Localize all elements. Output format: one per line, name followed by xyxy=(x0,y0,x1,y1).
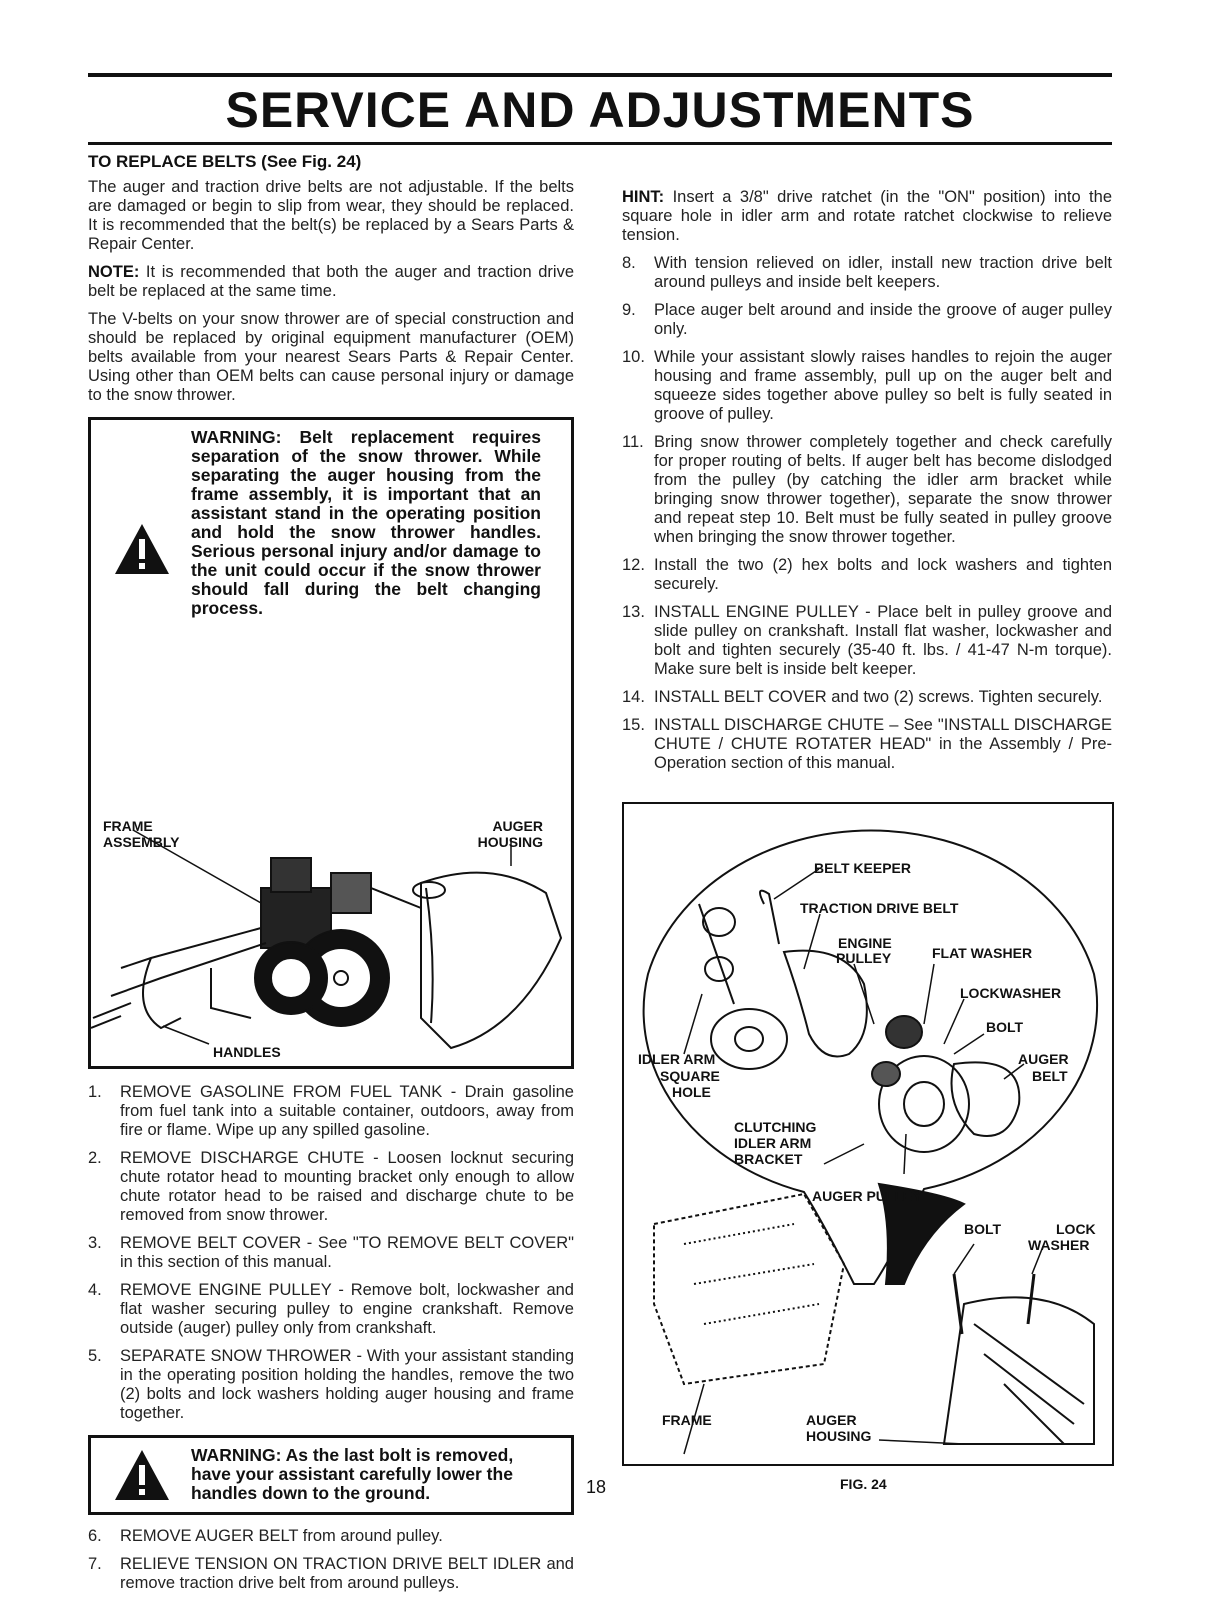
label-traction-drive-belt: TRACTION DRIVE BELT xyxy=(800,900,959,916)
label-assembly: ASSEMBLY xyxy=(103,834,180,850)
warning-triangle-icon xyxy=(113,1448,171,1502)
note-label: NOTE: xyxy=(88,263,140,281)
list-item: 3. REMOVE BELT COVER - See "TO REMOVE BELT COVER" in this section of this manual. xyxy=(88,1234,574,1271)
list-item: 14. INSTALL BELT COVER and two (2) screws. Tighten securely. xyxy=(622,688,1103,706)
steps-list-2 xyxy=(88,1527,574,1593)
warning-triangle-icon xyxy=(113,522,171,576)
list-item: 1. REMOVE GASOLINE FROM FUEL TANK - Drain gasoline from fuel tank into a suitable container, outdoors, away from fire or flame. Wipe up any spilled gasoline. xyxy=(88,1083,574,1139)
oem-paragraph: The V-belts on your snow thrower are of special construction and should be replaced by original equipment manufacturer (OEM) belts available from your nearest Sears Parts & Repair Center. Using other than OEM belts can cause personal injury or damage to the snow thrower. xyxy=(88,310,574,404)
left-column xyxy=(88,152,574,1602)
label-bolt-2: BOLT xyxy=(964,1221,1002,1237)
label-housing: HOUSING xyxy=(477,834,543,850)
label-auger: AUGER xyxy=(492,818,543,834)
warning-text: WARNING: As the last bolt is removed, have your assistant carefully lower the handles down to the ground. xyxy=(191,1445,514,1503)
list-item: 5. SEPARATE SNOW THROWER - With your assistant standing in the operating position holding the handles, remove the two (2) bolts and lock washers holding auger housing and frame together. xyxy=(88,1347,574,1422)
label-washer: WASHER xyxy=(1028,1237,1090,1253)
label-engine: ENGINE xyxy=(838,935,892,951)
list-item: 6. REMOVE AUGER BELT from around pulley. xyxy=(88,1527,443,1545)
warning-text: WARNING: Belt replacement requires separation of the snow thrower. While separating the auger housing from the frame assembly, it is important that an assistant stand in the operating position and hold the snow thrower handles. Serious personal injury and/or damage to the unit could occur if the snow thrower should fall during the belt changing process. xyxy=(191,427,541,618)
label-frame: FRAME xyxy=(103,818,153,834)
top-rule xyxy=(88,73,1112,77)
list-item: 8. With tension relieved on idler, install new traction drive belt around pulleys and inside belt keepers. xyxy=(622,254,1112,291)
label-auger: AUGER xyxy=(1018,1051,1069,1067)
label-hole: HOLE xyxy=(672,1084,711,1100)
title-rule xyxy=(88,142,1112,145)
steps-list-1 xyxy=(88,1083,574,1423)
label-idler-arm-2: IDLER ARM xyxy=(734,1135,812,1151)
snow-thrower-illustration xyxy=(91,818,571,1062)
label-auger-pulley: AUGER PULLEY xyxy=(812,1188,922,1204)
label-housing: HOUSING xyxy=(806,1428,872,1444)
list-item: 10. While your assistant slowly raises handles to rejoin the auger housing and frame assembly, pull up on the auger belt and squeeze sides together above pulley so belt is fully seated in groove of pulley. xyxy=(622,348,1112,423)
list-item: 4. REMOVE ENGINE PULLEY - Remove bolt, lockwasher and flat washer securing pulley to engine crankshaft. Remove outside (auger) pulley only from crankshaft. xyxy=(88,1281,574,1337)
list-item: 13. INSTALL ENGINE PULLEY - Place belt in pulley groove and slide pulley on crankshaft. Install flat washer, lockwasher and bolt and tighten securely (35-40 ft. lbs. / 41-47 N-m torque). Make sure belt is inside belt keeper. xyxy=(622,603,1112,678)
label-bolt: BOLT xyxy=(986,1019,1024,1035)
label-lockwasher: LOCKWASHER xyxy=(960,985,1062,1001)
label-belt: BELT xyxy=(1032,1068,1068,1084)
label-handles: HANDLES xyxy=(213,1044,281,1060)
steps-list-3 xyxy=(622,254,1112,773)
list-item: 9. Place auger belt around and inside the groove of auger pulley only. xyxy=(622,301,1112,338)
list-item: 7. RELIEVE TENSION ON TRACTION DRIVE BELT IDLER and remove traction drive belt from around pulleys. xyxy=(88,1555,574,1592)
page-title: SERVICE AND ADJUSTMENTS xyxy=(225,82,975,138)
label-frame: FRAME xyxy=(662,1412,712,1428)
hint-paragraph xyxy=(622,188,1112,245)
label-square: SQUARE xyxy=(660,1068,720,1084)
label-bracket: BRACKET xyxy=(734,1151,803,1167)
note-text: It is recommended that both the auger and traction drive belt be replaced at the same time. xyxy=(88,263,574,300)
label-auger-2: AUGER xyxy=(806,1412,857,1428)
list-item: 2. REMOVE DISCHARGE CHUTE - Loosen locknut securing chute rotator head to mounting bracket only enough to allow chute rotator head to be raised and discharge chute to be removed from snow thrower. xyxy=(88,1149,574,1224)
label-idler-arm: IDLER ARM xyxy=(638,1051,716,1067)
label-clutching: CLUTCHING xyxy=(734,1119,817,1135)
intro-paragraph: The auger and traction drive belts are not adjustable. If the belts are damaged or begin to slip from wear, they should be replaced. It is recommended that the belt(s) be replaced by a Sears Parts & Repair Center. xyxy=(88,178,574,253)
figure-caption: FIG. 24 xyxy=(840,1476,887,1492)
hint-label: HINT: xyxy=(622,188,665,206)
label-pulley: PULLEY xyxy=(836,950,892,966)
list-item: 12. Install the two (2) hex bolts and lock washers and tighten securely. xyxy=(622,556,1112,593)
warning-box-belt-replacement xyxy=(88,417,574,1069)
right-column xyxy=(622,188,1112,782)
list-item: 15. INSTALL DISCHARGE CHUTE – See "INSTALL DISCHARGE CHUTE / CHUTE ROTATER HEAD" in the Assembly / Pre-Operation section of this manual. xyxy=(622,716,1112,772)
label-lock: LOCK xyxy=(1056,1221,1096,1237)
section-heading: TO REPLACE BELTS (See Fig. 24) xyxy=(88,152,362,171)
figure-24 xyxy=(622,802,1114,1466)
label-flat-washer: FLAT WASHER xyxy=(932,945,1033,961)
label-belt-keeper: BELT KEEPER xyxy=(814,860,911,876)
list-item: 11. Bring snow thrower completely together and check carefully for proper routing of belts. If auger belt has become dislodged from the pulley (by catching the idler arm bracket while bringing snow thrower together), separate the snow thrower and repeat step 10. Belt must be fully seated in pulley groove when bringing the snow thrower together. xyxy=(622,433,1112,546)
page-number: 18 xyxy=(586,1477,607,1497)
hint-text: Insert a 3/8" drive ratchet (in the "ON" position) into the square hole in idler arm and rotate ratchet clockwise to relieve tension. xyxy=(622,188,1112,244)
warning-box-last-bolt xyxy=(88,1435,574,1515)
note-paragraph xyxy=(88,263,574,301)
